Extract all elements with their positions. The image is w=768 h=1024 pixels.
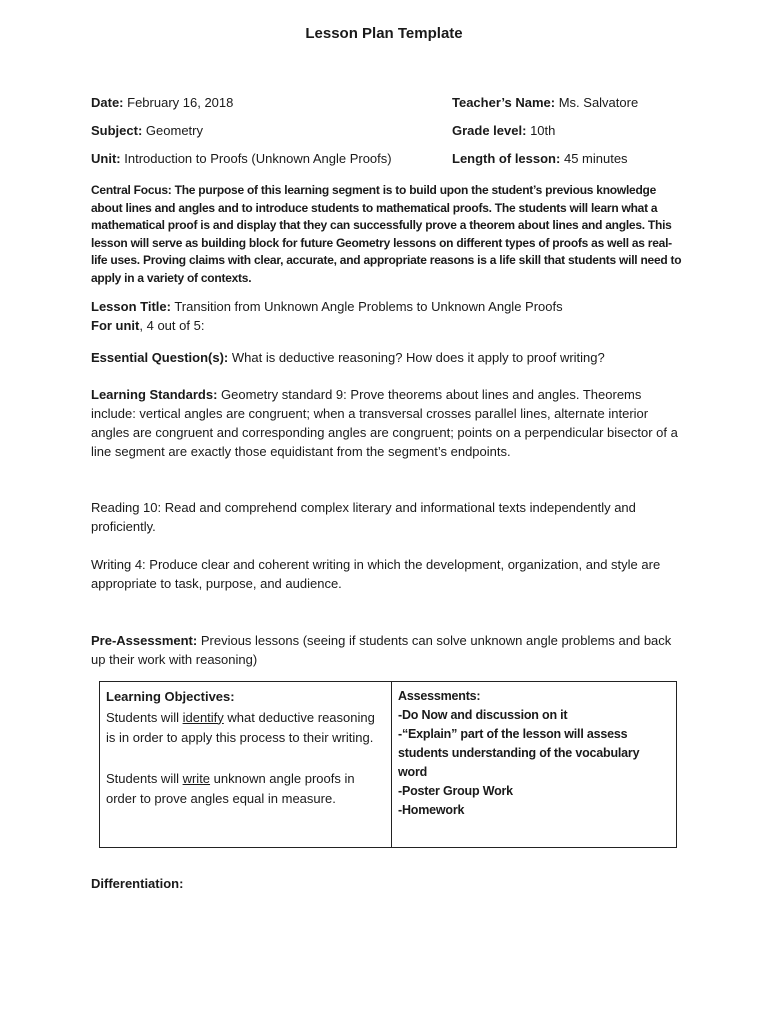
lesson-title: [91, 297, 691, 335]
objectives-spacer: [106, 749, 385, 769]
teacher-value: Ms. Salvatore: [558, 95, 639, 110]
subject-value: Geometry: [145, 123, 203, 138]
assessment-item: -Do Now and discussion on it: [398, 708, 568, 722]
learning-standards-label: Learning Standards:: [91, 387, 218, 402]
objective-2-post: unknown angle proofs in order to prove angles equal in measure.: [106, 770, 355, 806]
pre-assessment-label: Pre-Assessment:: [91, 633, 198, 648]
objective-1-pre: Students will: [106, 709, 183, 725]
length-label: Length of lesson:: [452, 151, 561, 166]
learning-standards: [91, 385, 687, 461]
grade-label: Grade level:: [452, 123, 527, 138]
central-focus-label: Central Focus:: [91, 183, 172, 197]
length-value: 45 minutes: [563, 151, 628, 166]
date-label: Date:: [91, 95, 124, 110]
learning-objectives-header: Learning Objectives:: [106, 689, 235, 704]
reading-standard: Reading 10: Read and comprehend complex literary and informational texts independently and proficiently.: [91, 500, 636, 534]
objective-1-keyword: identify: [182, 709, 224, 725]
assessment-item: -Homework: [398, 803, 465, 817]
geometry-standard-prefix: Geometry standard 9:: [221, 387, 347, 402]
assessments-header: Assessments:: [398, 689, 481, 703]
pre-assessment: [91, 631, 683, 669]
essential-questions: [91, 348, 691, 367]
unit-field: [91, 151, 392, 166]
objectives-assessments-table: [99, 681, 677, 848]
unit-value: Introduction to Proofs (Unknown Angle Proofs): [124, 151, 392, 166]
essential-questions-value: What is deductive reasoning? How does it apply to proof writing?: [231, 350, 605, 365]
for-unit-label: For unit: [91, 318, 140, 333]
essential-questions-label: Essential Question(s):: [91, 350, 229, 365]
assessment-item: -Poster Group Work: [398, 784, 513, 798]
assessments-cell: [392, 682, 676, 847]
geometry-standard-text: Prove theorems about lines and angles. Theorems include: vertical angles are congruent; when a transversal crosses parallel lines, alternate interior angles are congruent and corresponding angles are congruent; points on a perpendicular bisector of a line segment are exactly those equidistant from the segment’s endpoints.: [91, 387, 678, 459]
differentiation-label: Differentiation:: [91, 876, 184, 891]
central-focus-text: The purpose of this learning segment is to build upon the student’s previous knowledge about lines and angles and to introduce students to mathematical proofs. The students will learn what a mathematical proof is and display that they can successfully prove a theorem about lines and angles. This lesson will serve as building block for future Geometry lessons on different types of proofs as well as real-life uses. Proving claims with clear, accurate, and appropriate reasons is a life skill that students will need to apply in a variety of contexts.: [91, 183, 682, 285]
objective-1: [106, 710, 375, 746]
objective-1-post: what deductive reasoning is in order to apply this process to their writing.: [106, 709, 375, 745]
unit-label: Unit:: [91, 151, 121, 166]
subject-label: Subject:: [91, 123, 143, 138]
lesson-title-label: Lesson Title:: [91, 299, 171, 314]
for-unit-value: , 4 out of 5:: [139, 318, 205, 333]
objective-2-keyword: write: [182, 770, 211, 786]
objective-2: [106, 771, 355, 807]
grade-value: 10th: [530, 123, 556, 138]
teacher-field: [452, 95, 638, 110]
assessment-item: -“Explain” part of the lesson will assess students understanding of the vocabulary word: [398, 727, 640, 779]
objective-2-pre: Students will: [106, 770, 183, 786]
learning-objectives-cell: [100, 682, 392, 847]
pre-assessment-value: Previous lessons (seeing if students can solve unknown angle problems and back up their work with reasoning): [91, 633, 672, 667]
length-field: [452, 151, 628, 166]
writing-standard: Writing 4: Produce clear and coherent writing in which the development, organization, and style are appropriate to task, purpose, and audience.: [91, 557, 661, 591]
date-value: February 16, 2018: [127, 95, 234, 110]
central-focus: [91, 182, 683, 287]
date-field: [91, 95, 233, 110]
subject-field: [91, 123, 203, 138]
teacher-label: Teacher’s Name:: [452, 95, 556, 110]
grade-field: [452, 123, 555, 138]
document-title: Lesson Plan Template: [305, 25, 463, 42]
lesson-title-value: Transition from Unknown Angle Problems to Unknown Angle Proofs: [174, 299, 563, 314]
